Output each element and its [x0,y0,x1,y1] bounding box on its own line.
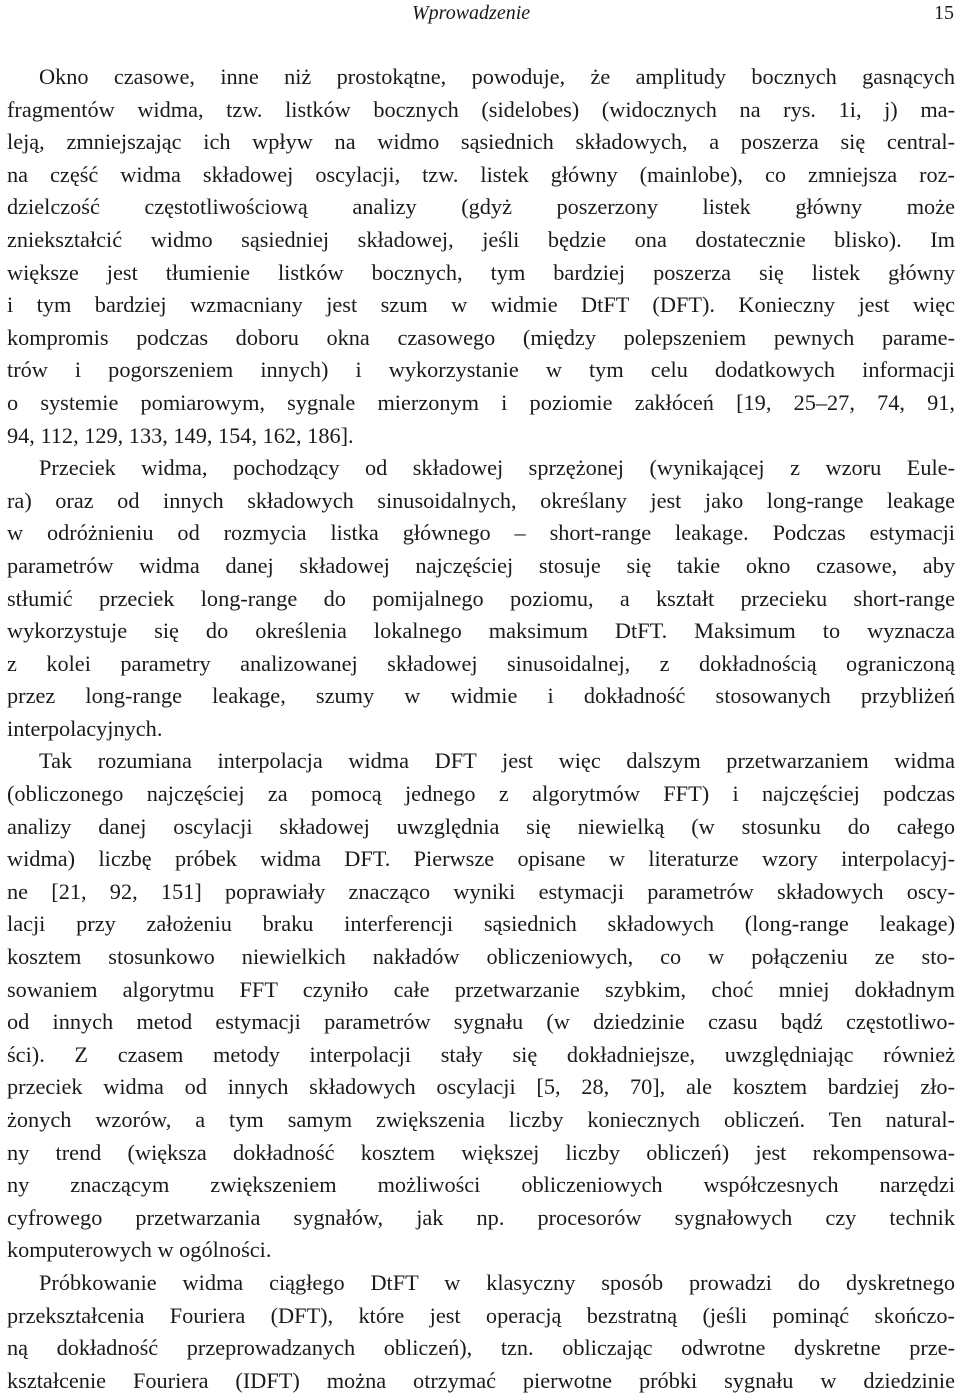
text-line: przekształcenia Fouriera (DFT), które jest operacją bezstratną (jeśli pominąć skończo- [7,1302,955,1328]
text-line: analizy danej oscylacji składowej uwzględnia się niewielką (w stosunku do całego [7,813,955,839]
text-line: Tak rozumiana interpolacja widma DFT jest więc dalszym przetwarzaniem widma [39,748,955,774]
text-line: parametrów widma danej składowej najczęściej stosuje się takie okno czasowe, aby [7,552,955,578]
text-line: z kolei parametry analizowanej składowej sinusoidalnej, z dokładnością ograniczoną [7,650,955,676]
text-line: ści). Z czasem metody interpolacji stały się dokładniejsze, uwzględniając również [7,1041,955,1067]
text-line: komputerowych w ogólności. [7,1237,272,1263]
text-line: większe jest tłumienie listków bocznych, tym bardziej poszerza się listek główny [7,259,955,285]
text-line: od innych metod estymacji parametrów sygnału (w dziedzinie czasu bądź częstotliwo- [7,1009,955,1035]
text-line: interpolacyjnych. [7,715,163,741]
text-line: żonych wzorów, a tym samym zwiększenia liczby koniecznych obliczeń. Ten natural- [7,1107,955,1132]
body-text [7,61,955,1397]
text-line: w odróżnieniu od rozmycia listka głównego – short-range leakage. Podczas estymacji [7,520,955,546]
text-line: kompromis podczas doboru okna czasowego (między polepszeniem pewnych parame- [7,324,955,350]
text-line: lacji przy założeniu braku interferencji sąsiednich składowych (long-range leakage) [7,911,955,937]
text-line: wykorzystuje się do określenia lokalnego maksimum DtFT. Maksimum to wyznacza [7,618,955,644]
text-line: kosztem stosunkowo niewielkich nakładów obliczeniowych, co w połączeniu ze sto- [7,944,955,970]
text-line: (obliczonego najczęściej za pomocą jednego z algorytmów FFT) i najczęściej podczas [7,781,955,807]
text-line: leją, zmniejszając ich wpływ na widmo sąsiednich składowych, a poszerza się central- [7,129,955,155]
text-line: ny znaczącym zwiększeniem możliwości obliczeniowych współczesnych narzędzi [7,1172,955,1198]
text-line: zniekształcić widmo sąsiedniej składowej, jeśli będzie ona dostatecznie blisko). Im [7,226,955,252]
text-line: Przeciek widma, pochodzący od składowej sprzężonej (wynikającej z wzoru Eule- [39,455,955,481]
text-line: ną dokładność przeprowadzanych obliczeń), tzn. obliczając odwrotne dyskretne prze- [7,1335,955,1361]
text-line: Próbkowanie widma ciągłego DtFT w klasyczny sposób prowadzi do dyskretnego [39,1269,955,1295]
text-line: przeciek widma od innych składowych oscylacji [5, 28, 70], ale kosztem bardziej zło- [7,1074,955,1100]
paragraph-1 [7,61,955,452]
text-line: trów i pogorszeniem innych) i wykorzystanie w tym celu dodatkowych informacji [7,357,955,383]
text-line: 94, 112, 129, 133, 149, 154, 162, 186]. [7,422,354,448]
text-line: stłumić przeciek long-range do pomijalnego poziomu, a kształt przecieku short-range [7,585,955,611]
paragraph-3 [7,745,955,1267]
paragraph-4 [7,1267,955,1397]
chapter-title: Wprowadzenie [412,2,531,24]
paragraph-2 [7,452,955,745]
text-line: Okno czasowe, inne niż prostokątne, powoduje, że amplitudy bocznych gasnących [39,64,955,89]
text-line: fragmentów widma, tzw. listków bocznych (sidelobes) (widocznych na rys. 1i, j) ma- [7,96,955,122]
text-line: przez long-range leakage, szumy w widmie i dokładność stosowanych przybliżeń [7,683,955,709]
text-line: dzielczość częstotliwościową analizy (gdyż poszerzony listek główny może [7,194,955,220]
text-line: sowaniem algorytmu FFT czyniło całe przetwarzanie szybkim, choć mniej dokładnym [7,976,955,1002]
running-header [0,0,960,28]
text-line: ne [21, 92, 151] poprawiały znacząco wyniki estymacji parametrów składowych oscy- [7,878,955,904]
text-line: ny trend (większa dokładność kosztem większej liczby obliczeń) jest rekompensowa- [7,1139,955,1165]
text-line: o systemie pomiarowym, sygnale mierzonym i poziomie zakłóceń [19, 25–27, 74, 91, [7,389,955,415]
page-number: 15 [934,2,954,24]
text-line: cyfrowego przetwarzania sygnałów, jak np. procesorów sygnałowych czy technik [7,1204,955,1230]
text-line: na część widma składowej oscylacji, tzw. listek główny (mainlobe), co zmniejsza roz- [7,161,955,187]
text-line: i tym bardziej wzmacniany jest szum w widmie DtFT (DFT). Konieczny jest więc [7,292,955,318]
text-line: ra) oraz od innych składowych sinusoidalnych, określany jest jako long-range leakage [7,487,955,513]
text-line: widma) liczbę próbek widma DFT. Pierwsze opisane w literaturze wzory interpolacyj- [7,846,955,872]
text-line: kształcenie Fouriera (IDFT) można otrzymać pierwotne próbki sygnału w dziedzinie [7,1367,955,1393]
